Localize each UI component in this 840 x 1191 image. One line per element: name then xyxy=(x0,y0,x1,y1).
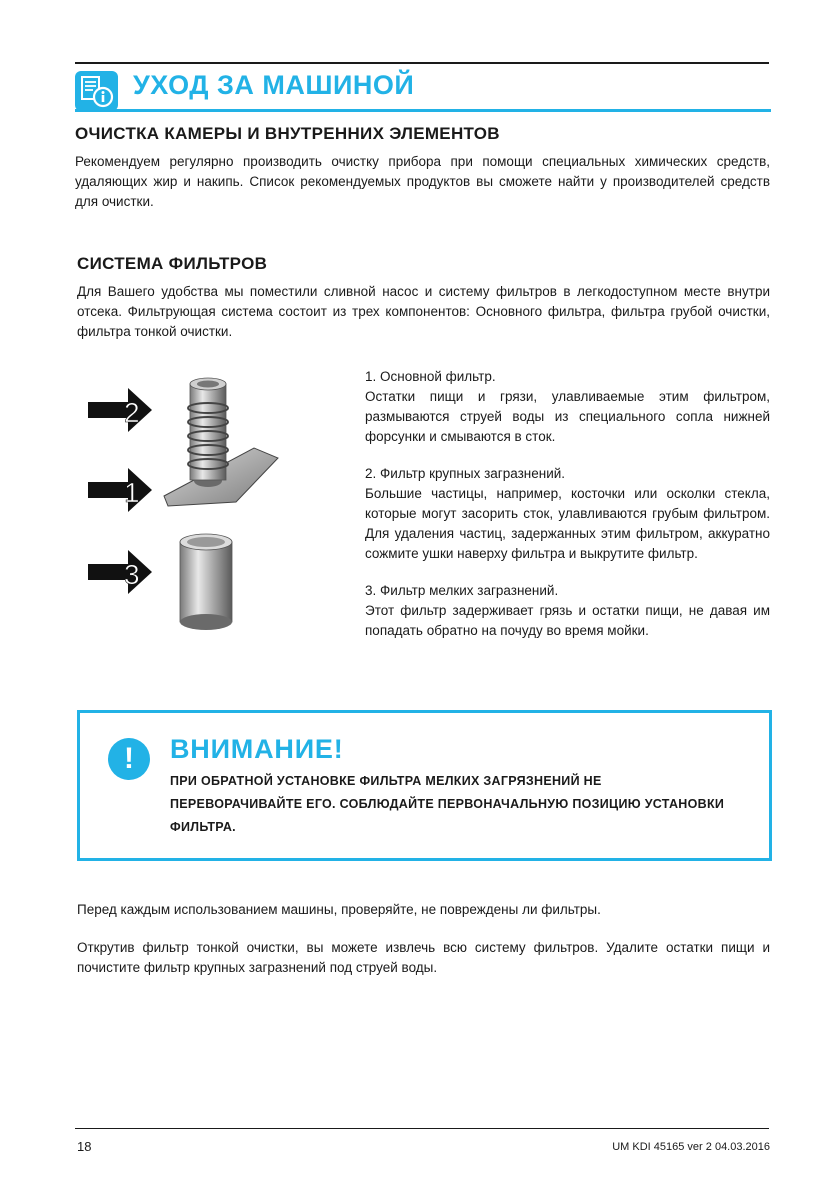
header-title: УХОД ЗА МАШИНОЙ xyxy=(133,70,415,100)
filter-item-fine xyxy=(365,581,770,641)
filter-item-title: 1. Основной фильтр. xyxy=(365,369,496,384)
warning-text: ПРИ ОБРАТНОЙ УСТАНОВКЕ ФИЛЬТРА МЕЛКИХ ЗАГРЯЗНЕНИЙ НЕ ПЕРЕВОРАЧИВАЙТЕ ЕГО. СОБЛЮДАЙТЕ ПЕРВОНАЧАЛЬНУЮ ПОЗИЦИЮ УСТАНОВКИ ФИЛЬТРА. xyxy=(170,774,725,834)
header-rule xyxy=(75,109,771,112)
filter-item-main xyxy=(365,367,770,447)
filter-removal-text: Открутив фильтр тонкой очистки, вы можете извлечь всю систему фильтров. Удалите остатки пищи и почистите фильтр крупных загразнений под струей воды. xyxy=(77,940,770,975)
page-number: 18 xyxy=(77,1139,92,1154)
filter-item-coarse xyxy=(365,464,770,564)
warning-title: ВНИМАНИЕ! xyxy=(170,734,344,764)
filter-item-text: Остатки пищи и грязи, улавливаемые этим фильтром, размываются струей воды из специального сопла нижней форсунки и смываются в сток. xyxy=(365,389,770,444)
filter-item-text: Этот фильтр задерживает грязь и остатки пищи, не давая им попадать обратно на почуду во время мойки. xyxy=(365,603,770,638)
arrow-3-label: 3 xyxy=(124,559,140,590)
fine-filter-image xyxy=(180,534,232,630)
arrow-1-label: 1 xyxy=(124,477,140,508)
filter-illustration xyxy=(86,368,286,638)
filter-item-title: 3. Фильтр мелких загразнений. xyxy=(365,583,559,598)
arrow-2-label: 2 xyxy=(124,397,140,428)
filter-section-title: СИСТЕМА ФИЛЬТРОВ xyxy=(77,254,268,273)
document-id: UM KDI 45165 ver 2 04.03.2016 xyxy=(612,1141,770,1153)
chamber-section-text: Рекомендуем регулярно производить очистку прибора при помощи специальных химических средств, удаляющих жир и накипь. Список рекомендуемых продуктов вы сможете найти у производителей средств для очистки. xyxy=(75,154,770,209)
chamber-section-title: ОЧИСТКА КАМЕРЫ И ВНУТРЕННИХ ЭЛЕМЕНТОВ xyxy=(75,124,500,143)
filter-item-title: 2. Фильтр крупных загразнений. xyxy=(365,466,566,481)
document-info-icon xyxy=(75,71,118,111)
arrow-2 xyxy=(88,388,152,432)
filter-section-intro: Для Вашего удобства мы поместили сливной насос и систему фильтров в легкодоступном месте внутри отсека. Фильтрующая система состоит из трех компонентов: Основного фильтра, фильтра грубой очистки, фильтра тонкой очистки. xyxy=(77,284,770,339)
arrow-1 xyxy=(88,468,152,512)
footer-rule xyxy=(75,1128,769,1129)
top-rule xyxy=(75,62,769,64)
exclamation-icon: ! xyxy=(108,738,150,780)
filter-item-text: Большие частицы, например, косточки или осколки стекла, которые могут засорить сток, улавливаются грубым фильтром. Для удаления частиц, задержанных этим фильтром, аккуратно сожмите ушки наверху фильтра и выкрутите фильтр. xyxy=(365,486,770,561)
main-filter-image xyxy=(164,378,278,506)
arrow-3 xyxy=(88,550,152,594)
filter-check-text: Перед каждым использованием машины, проверяйте, не повреждены ли фильтры. xyxy=(77,902,601,917)
filter-descriptions xyxy=(365,367,770,658)
